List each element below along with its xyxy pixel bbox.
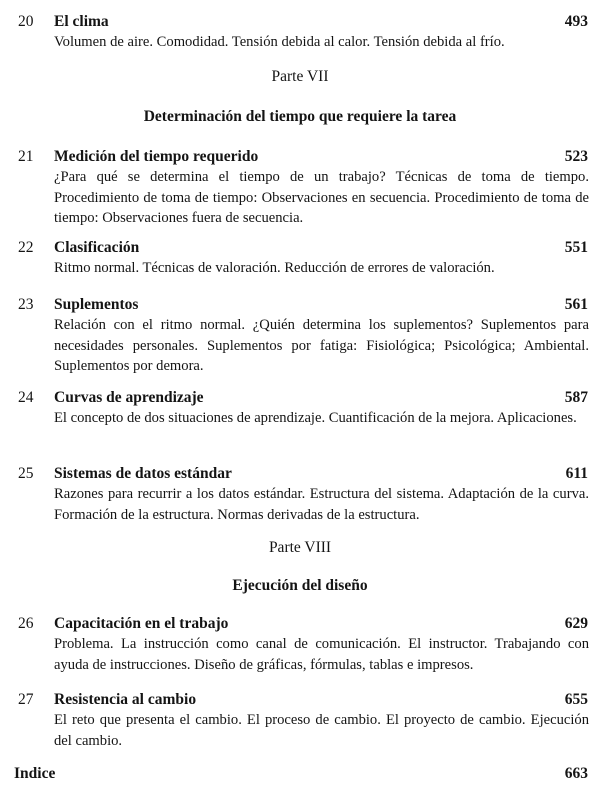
chapter-topics: Ritmo normal. Técnicas de valoración. Reducción de errores de valoración. bbox=[54, 260, 495, 276]
chapter-number: 20 bbox=[18, 13, 34, 30]
chapter-page-number: 551 bbox=[564, 239, 588, 256]
chapter-topics: Razones para recurrir a los datos estándar. Estructura del sistema. Adaptación de la curva. Formación de la estructura. Normas derivadas de la estructura. bbox=[54, 486, 589, 523]
chapter-topics: El reto que presenta el cambio. El proceso de cambio. El proyecto de cambio. Ejecución del cambio. bbox=[54, 712, 589, 749]
part-label-viii: Parte VIII bbox=[268, 539, 332, 556]
chapter-number: 24 bbox=[18, 389, 34, 406]
toc-entry-heading bbox=[0, 238, 600, 258]
chapter-page-number: 655 bbox=[564, 691, 588, 708]
chapter-number: 27 bbox=[18, 691, 34, 708]
chapter-title: El clima bbox=[54, 13, 109, 30]
toc-entry-27 bbox=[0, 690, 600, 751]
toc-entry-heading bbox=[0, 388, 600, 408]
chapter-title: Curvas de aprendizaje bbox=[54, 389, 204, 406]
chapter-topics: El concepto de dos situaciones de aprendizaje. Cuantificación de la mejora. Aplicaciones. bbox=[54, 410, 577, 426]
toc-entry-25 bbox=[0, 464, 600, 525]
toc-entry-24 bbox=[0, 388, 600, 429]
toc-entry-heading bbox=[0, 464, 600, 484]
chapter-title: Sistemas de datos estándar bbox=[54, 465, 232, 482]
chapter-title: Resistencia al cambio bbox=[54, 691, 197, 708]
part-label-vii: Parte VII bbox=[271, 68, 329, 85]
chapter-number: 22 bbox=[18, 239, 34, 256]
toc-entry-heading bbox=[0, 295, 600, 315]
toc-entry-20 bbox=[0, 12, 600, 53]
chapter-page-number: 561 bbox=[564, 296, 588, 313]
index-title: Indice bbox=[14, 765, 56, 782]
chapter-page-number: 611 bbox=[565, 465, 588, 482]
chapter-number: 23 bbox=[18, 296, 34, 313]
toc-entry-heading bbox=[0, 147, 600, 167]
toc-entry-22 bbox=[0, 238, 600, 279]
chapter-page-number: 523 bbox=[564, 148, 588, 165]
toc-entry-heading bbox=[0, 614, 600, 634]
chapter-title: Suplementos bbox=[54, 296, 139, 313]
toc-entry-index bbox=[0, 764, 600, 784]
toc-entry-heading bbox=[0, 690, 600, 710]
chapter-topics: ¿Para qué se determina el tiempo de un trabajo? Técnicas de toma de tiempo. Procedimiento de toma de tiempo: Observaciones en secuencia. Procedimiento de toma de tiempo: Observaciones fuera de secuencia. bbox=[54, 169, 589, 226]
chapter-topics: Relación con el ritmo normal. ¿Quién determina los suplementos? Suplementos para necesidades personales. Suplementos por fatiga: Fisiológica; Psicológica; Ambiental. Suplementos por demora. bbox=[54, 317, 589, 374]
toc-entry-26 bbox=[0, 614, 600, 675]
chapter-number: 25 bbox=[18, 465, 34, 482]
chapter-number: 21 bbox=[18, 148, 34, 165]
chapter-topics: Problema. La instrucción como canal de comunicación. El instructor. Trabajando con ayuda de instrucciones. Diseño de gráficas, fórmulas, tablas e impresos. bbox=[54, 636, 589, 673]
chapter-topics: Volumen de aire. Comodidad. Tensión debida al calor. Tensión debida al frío. bbox=[54, 34, 505, 50]
index-page-number: 663 bbox=[564, 765, 588, 782]
part-title-vii: Determinación del tiempo que requiere la tarea bbox=[143, 108, 457, 125]
chapter-title: Capacitación en el trabajo bbox=[54, 615, 229, 632]
toc-entry-21 bbox=[0, 147, 600, 229]
chapter-number: 26 bbox=[18, 615, 34, 632]
chapter-title: Medición del tiempo requerido bbox=[54, 148, 259, 165]
part-title-viii: Ejecución del diseño bbox=[232, 577, 368, 594]
chapter-page-number: 629 bbox=[564, 615, 588, 632]
chapter-page-number: 493 bbox=[564, 13, 588, 30]
chapter-title: Clasificación bbox=[54, 239, 140, 256]
toc-entry-23 bbox=[0, 295, 600, 377]
chapter-page-number: 587 bbox=[564, 389, 588, 406]
toc-entry-heading bbox=[0, 12, 600, 32]
